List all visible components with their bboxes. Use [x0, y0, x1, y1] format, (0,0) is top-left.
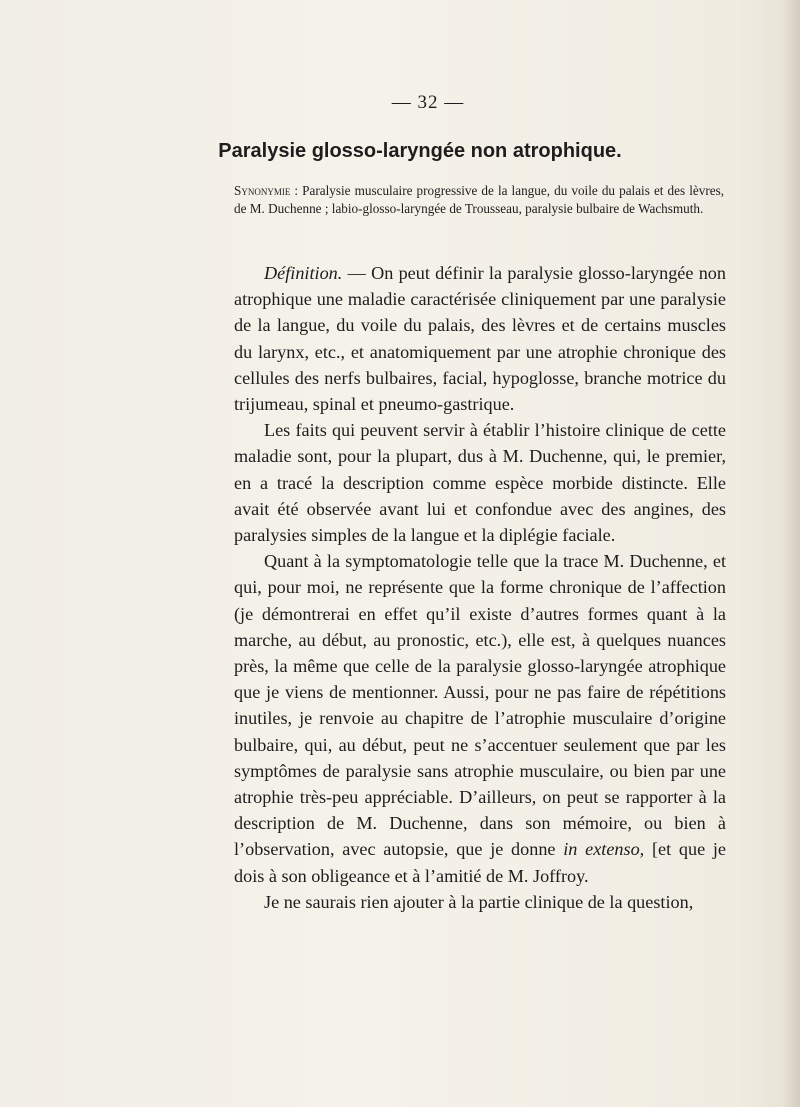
paragraph: Les faits qui peuvent servir à établir l’histoire clinique de cette maladie sont, pour la plupart, dus à M. Duchenne, qui, le premier, en a tracé la description comme espèce morbide distincte. Elle avait été observée avant lui et confondue avec des angines, des paralysies simples de la langue et la diplégie faciale. — [234, 420, 726, 546]
synonymie-label: Synonymie — [234, 183, 291, 198]
paragraph-text: [et que je dois à son obligeance et à l’amitié de M. Joffroy. — [234, 839, 726, 886]
synonymie-note — [234, 182, 724, 218]
paragraph-text: Quant à la symptomatologie telle que la trace M. Duchenne, et qui, pour moi, ne représente que la forme chronique de l’affection (je démontrerai en effet qu’il existe d’autres formes quant à la marche, au début, au pronostic, etc.), elle est, à quelques nuances près, la même que celle de la paralysie glosso-laryngée atrophique que je viens de mentionner. Aussi, pour ne pas faire de répétitions inutiles, je renvoie au chapitre de l’atrophie musculaire d’origine bulbaire, qui, au début, peut ne s’accentuer seulement que par les symptômes de paralysie sans atrophie musculaire, ou bien par une atrophie très-peu appréciable. D’ailleurs, on peut se rapporter à la description de M. Duchenne, dans son mémoire, ou bien à l’observation, avec autopsie, que je donne — [234, 551, 726, 860]
paragraph-text: — On peut définir la paralysie glosso-laryngée non atrophique une maladie caractérisée cliniquement par une paralysie de la langue, du voile du palais, des lèvres et de certains muscles du larynx, etc., et anatomiquement par une atrophie chronique des cellules des nerfs bulbaires, facial, hypoglosse, branche motrice du trijumeau, spinal et pneumo-gastrique. — [234, 263, 726, 415]
definition-label: Définition. — [264, 263, 343, 283]
paragraph — [234, 548, 726, 889]
chapter-title: Paralysie glosso-laryngée non atrophique. — [218, 140, 622, 162]
italic-phrase: in extenso, — [563, 839, 645, 860]
body-text — [234, 260, 726, 915]
page-number: — 32 — — [391, 92, 465, 113]
synonymie-text: : Paralysie musculaire progressive de la langue, du voile du palais et des lèvres, de M. Duchenne ; labio-glosso-laryngée de Trousseau, paralysie bulbaire de Wachsmuth. — [234, 183, 724, 216]
paragraph — [234, 260, 726, 417]
page-edge-shadow — [782, 0, 800, 1107]
paragraph: Je ne saurais rien ajouter à la partie clinique de la question, — [264, 891, 694, 912]
